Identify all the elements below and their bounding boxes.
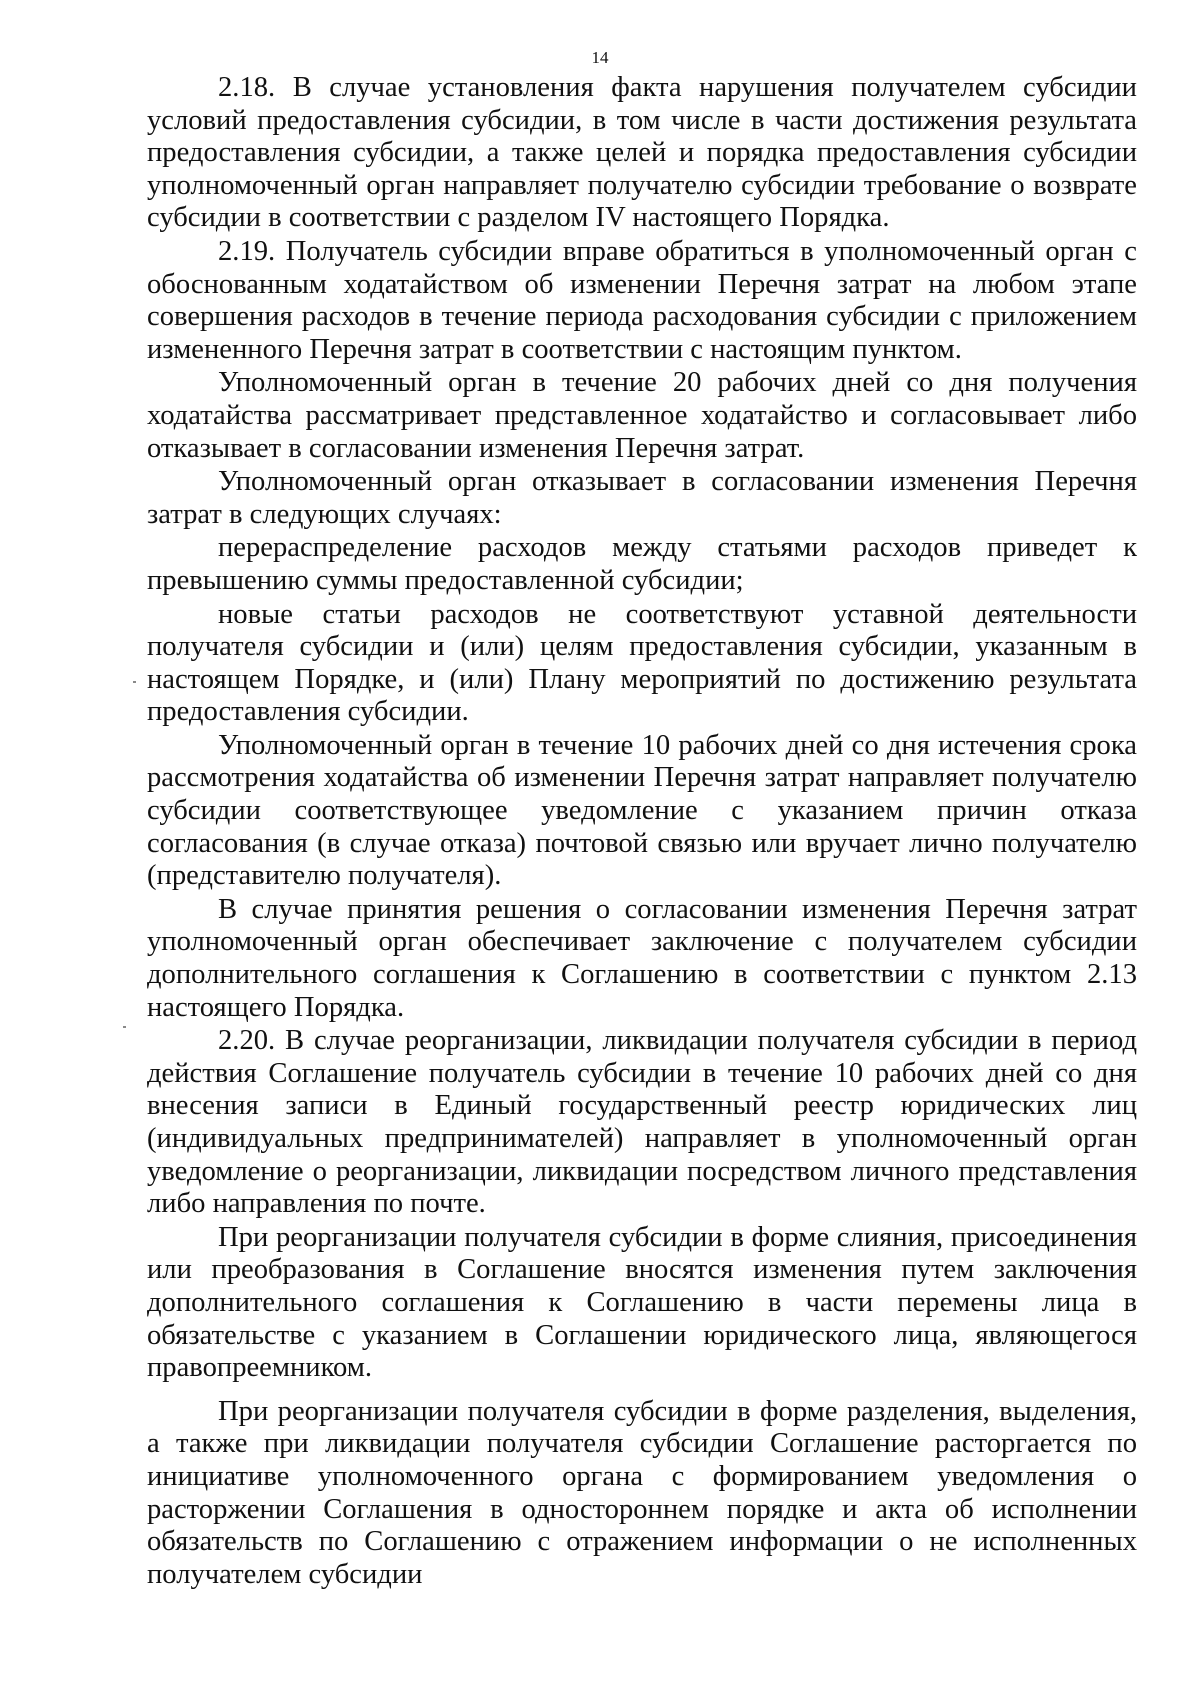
paragraph-refusal-case-1: перераспределение расходов между статьями расходов приведет к превышению суммы предоставленной субсидии; [147, 532, 1137, 596]
paragraph-review-deadline: Уполномоченный орган в течение 20 рабочих дней со дня получения ходатайства рассматривает представленное ходатайство и согласовывает либо отказывает в согласовании изменения Перечня затрат. [147, 367, 1137, 464]
paragraph-2-20: 2.20. В случае реорганизации, ликвидации получателя субсидии в период действия Соглашение получатель субсидии в течение 10 рабочих дней со дня внесения записи в Единый государственный реестр юридических лиц (индивидуальных предпринимателей) направляет в уполномоченный орган уведомление о реорганизации, ликвидации посредством личного представления либо направления по почте. [147, 1025, 1137, 1220]
paragraph-division: При реорганизации получателя субсидии в форме разделения, выделения, а также при ликвидации получателя субсидии Соглашение расторгается по инициативе уполномоченного органа с формированием уведомления о расторжении Соглашения в одностороннем порядке и акта об исполнении обязательств по Соглашению с отражением информации о не исполненных получателем субсидии [147, 1395, 1137, 1590]
page-number: 14 [591, 48, 609, 67]
paragraph-notification: Уполномоченный орган в течение 10 рабочих дней со дня истечения срока рассмотрения ходатайства об изменении Перечня затрат направляет получателю субсидии соответствующее уведомление с указанием причин отказа согласования (в случае отказа) почтовой связью или вручает лично получателю (представителю получателя). [147, 729, 1137, 892]
paragraph-2-19: 2.19. Получатель субсидии вправе обратиться в уполномоченный орган с обоснованным ходатайством об изменении Перечня затрат на любом этапе совершения расходов в течение периода расходования субсидии с приложением измененного Перечня затрат в соответствии с настоящим пунктом. [147, 235, 1137, 365]
paragraph-merger: При реорганизации получателя субсидии в форме слияния, присоединения или преобразования в Соглашение вносятся изменения путем заключения дополнительного соглашения к Соглашению в части перемены лица в обязательстве с указанием в Соглашении юридического лица, являющегося правопреемником. [147, 1221, 1137, 1384]
paragraph-2-18: 2.18. В случае установления факта нарушения получателем субсидии условий предоставления субсидии, в том числе в части достижения результата предоставления субсидии, а также целей и порядка предоставления субсидии уполномоченный орган направляет получателю субсидии требование о возврате субсидии в соответствии с разделом IV настоящего Порядка. [147, 72, 1137, 234]
paragraph-approval: В случае принятия решения о согласовании изменения Перечня затрат уполномоченный орган обеспечивает заключение с получателем субсидии дополнительного соглашения к Соглашению в соответствии с пунктом 2.13 настоящего Порядка. [147, 893, 1137, 1023]
document-body [147, 72, 1137, 1591]
paragraph-refusal-cases: Уполномоченный орган отказывает в согласовании изменения Перечня затрат в следующих случаях: [147, 466, 1137, 530]
paragraph-refusal-case-2: новые статьи расходов не соответствуют уставной деятельности получателя субсидии и (или) целям предоставления субсидии, указанным в настоящем Порядке, и (или) Плану мероприятий по достижению результата предоставления субсидии. [147, 598, 1137, 728]
scan-speck [133, 681, 136, 683]
scan-speck [123, 1026, 126, 1028]
